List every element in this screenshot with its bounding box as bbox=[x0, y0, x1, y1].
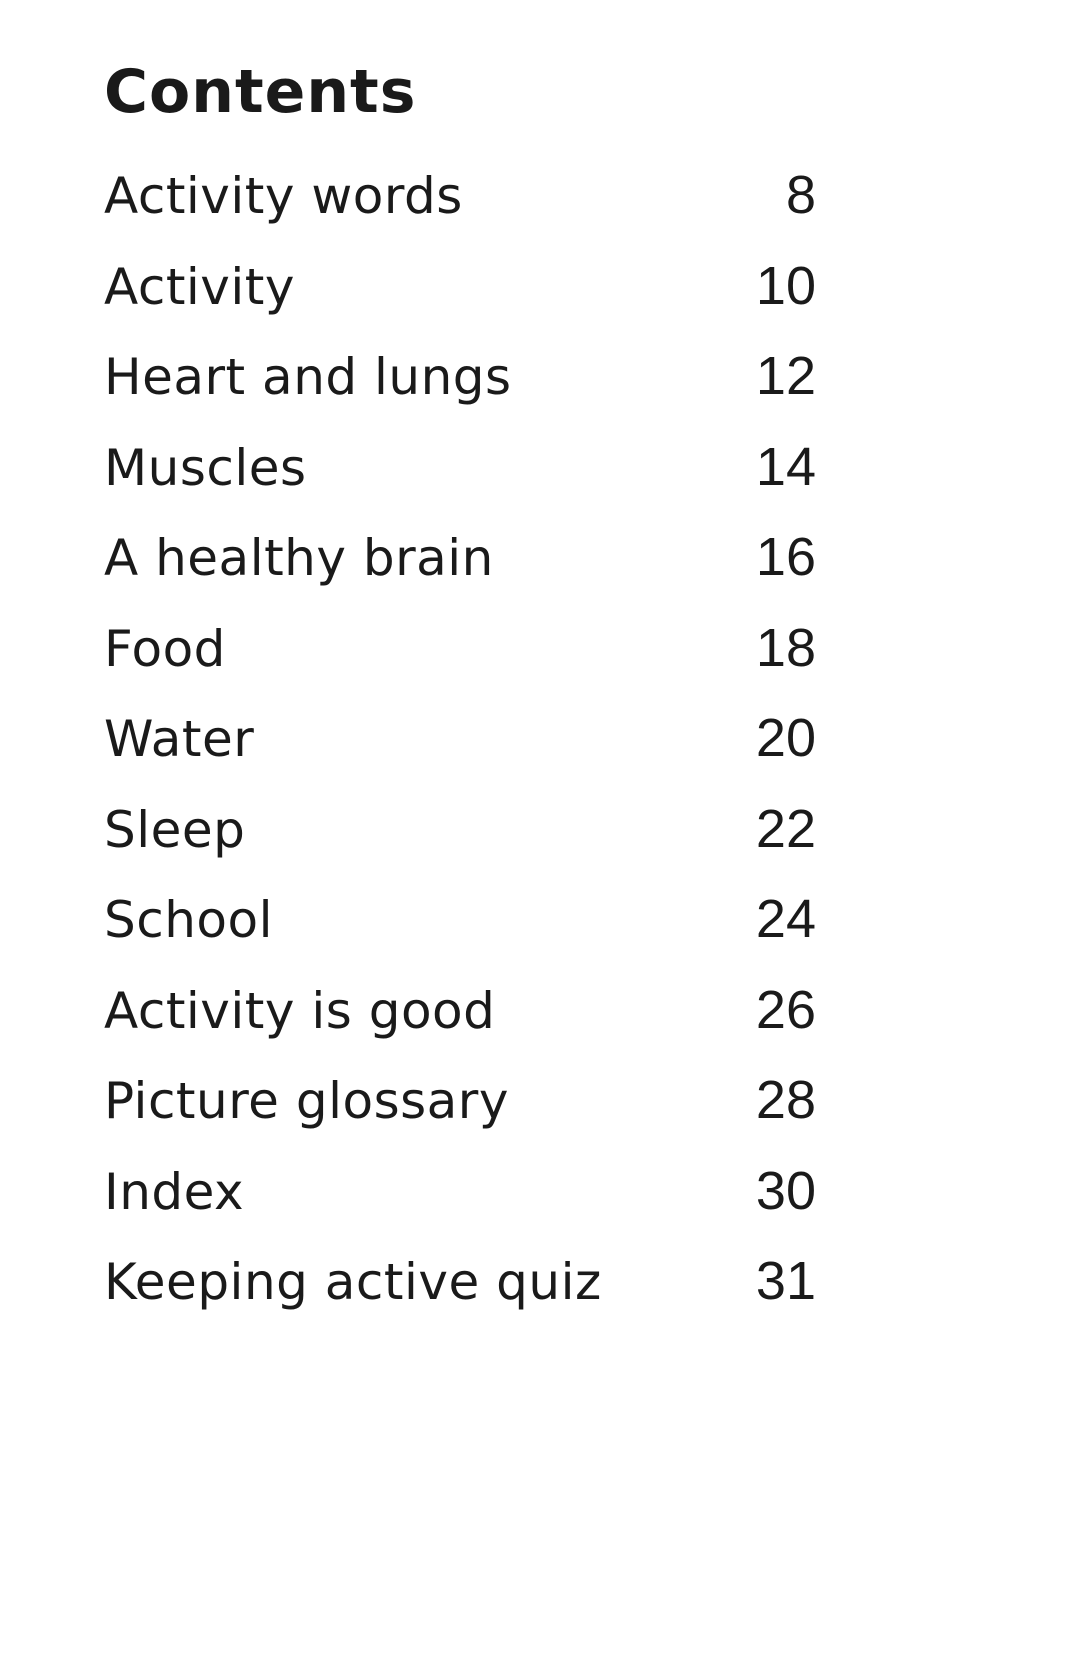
toc-entry-label: Activity bbox=[104, 257, 295, 316]
toc-entry-label: Sleep bbox=[104, 800, 246, 859]
toc-entry[interactable] bbox=[104, 331, 816, 422]
toc-entry-label: A healthy brain bbox=[104, 529, 494, 587]
toc-entry-page-number: 10 bbox=[755, 255, 816, 316]
toc-entry-page-number: 16 bbox=[755, 527, 816, 587]
toc-entry-page-number: 26 bbox=[755, 979, 816, 1040]
toc-entry-page-number: 28 bbox=[755, 1070, 816, 1130]
toc-entry-page-number: 20 bbox=[755, 708, 816, 768]
toc-entry[interactable] bbox=[104, 512, 816, 603]
toc-entry-label: School bbox=[104, 891, 273, 949]
toc-entry-label: Keeping active quiz bbox=[104, 1253, 602, 1311]
toc-entry-page-number: 14 bbox=[755, 436, 816, 497]
toc-entry-page-number: 22 bbox=[755, 798, 816, 859]
table-of-contents bbox=[104, 150, 816, 1327]
toc-entry-label: Index bbox=[104, 1162, 245, 1221]
toc-entry-page-number: 30 bbox=[755, 1160, 816, 1221]
toc-entry-page-number: 24 bbox=[755, 889, 816, 949]
toc-entry[interactable] bbox=[104, 1146, 816, 1237]
toc-entry[interactable] bbox=[104, 874, 816, 965]
toc-entry[interactable] bbox=[104, 693, 816, 784]
toc-entry[interactable] bbox=[104, 150, 816, 241]
toc-entry-label: Water bbox=[104, 710, 255, 768]
toc-entry[interactable] bbox=[104, 422, 816, 513]
toc-entry[interactable] bbox=[104, 1055, 816, 1146]
toc-entry-page-number: 18 bbox=[755, 617, 816, 678]
toc-entry[interactable] bbox=[104, 784, 816, 875]
page-title: Contents bbox=[104, 57, 417, 127]
toc-entry-label: Muscles bbox=[104, 438, 307, 497]
toc-entry-label: Activity is good bbox=[104, 981, 496, 1040]
toc-entry-label: Food bbox=[104, 619, 226, 678]
toc-entry[interactable] bbox=[104, 1236, 816, 1327]
toc-entry-label: Heart and lungs bbox=[104, 348, 512, 406]
toc-entry-label: Picture glossary bbox=[104, 1072, 509, 1130]
toc-entry[interactable] bbox=[104, 241, 816, 332]
toc-entry-label: Activity words bbox=[104, 167, 463, 225]
toc-entry-page-number: 31 bbox=[755, 1251, 816, 1311]
toc-entry-page-number: 12 bbox=[755, 346, 816, 406]
toc-entry[interactable] bbox=[104, 965, 816, 1056]
toc-entry[interactable] bbox=[104, 603, 816, 694]
toc-entry-page-number: 8 bbox=[785, 165, 816, 225]
